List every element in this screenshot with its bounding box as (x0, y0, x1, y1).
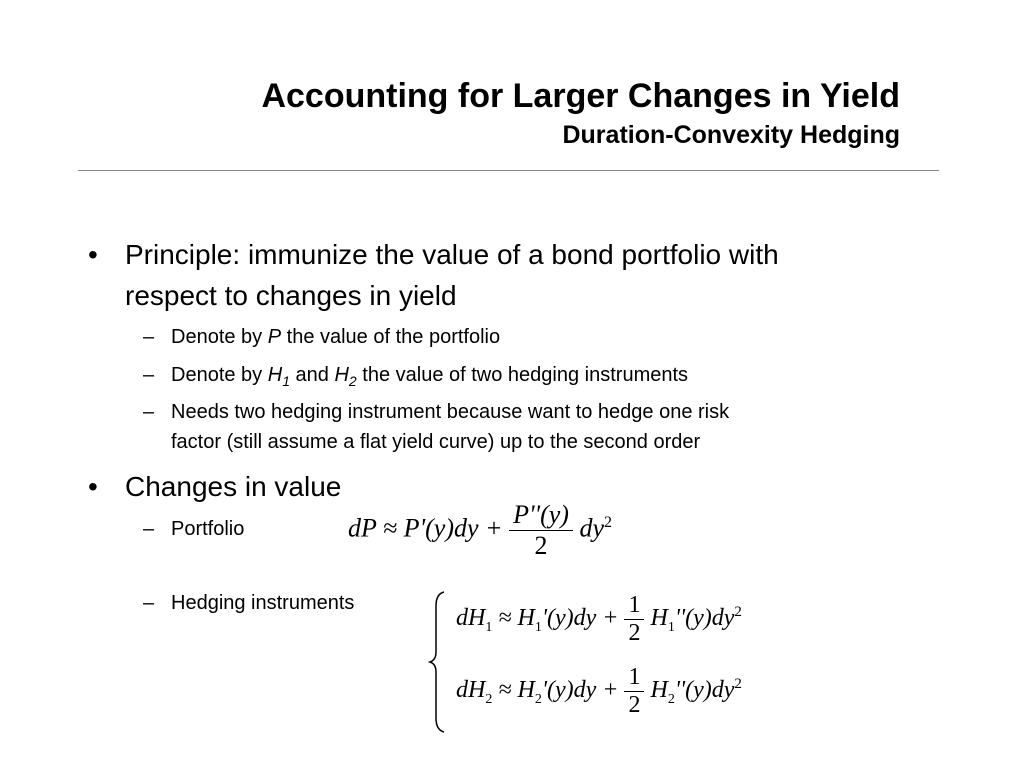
hedge-fraction-2: $\frac{1}{2}$ (624, 664, 644, 719)
hedge-equation-2: $dH_2 \approx H_2'(y)dy$ + $\frac{1}{2}$ $H_2''(y)dy^2$ (456, 664, 742, 718)
subbullet-dash: – (143, 592, 155, 614)
subbullet-dash: – (143, 401, 155, 423)
bullet-dot: • (88, 239, 98, 270)
slide-subtitle: Duration-Convexity Hedging (562, 121, 900, 149)
slide-title: Accounting for Larger Changes in Yield (261, 77, 900, 115)
portfolio-equation: dP ≈ P'(y)dy + $\frac{P''(y)}{2}$ $dy^2$ (348, 500, 612, 560)
title-divider (78, 170, 939, 171)
left-brace (428, 590, 448, 735)
bullet-text: Changes in value (125, 471, 342, 502)
subbullet-text: Hedging instruments (171, 592, 355, 614)
bullet-text: Principle: immunize the value of a bond portfolio with (125, 239, 779, 270)
slide-title-block (261, 72, 900, 150)
subbullet-dash: – (143, 518, 155, 540)
subbullet-text: Denote by $H_1$ and $H_2$ the value of two hedging instruments (171, 364, 689, 389)
subbullet-text: Needs two hedging instrument because want to hedge one risk (171, 401, 730, 423)
subbullet-dash: – (143, 326, 155, 348)
hedge-equation-1: $dH_1 \approx H_1'(y)dy$ + $\frac{1}{2}$ $H_1''(y)dy^2$ (456, 592, 742, 646)
bullet-text: respect to changes in yield (125, 280, 457, 311)
subbullet-text: Portfolio (171, 518, 245, 540)
portfolio-fraction: $\frac{P''(y)}{2}$ (509, 500, 573, 561)
bullet-dot: • (88, 471, 98, 502)
subbullet-dash: – (143, 364, 155, 386)
subbullet-text: factor (still assume a flat yield curve) up to the second order (171, 431, 701, 453)
subbullet-text: Denote by P the value of the portfolio (171, 326, 501, 348)
hedge-fraction-1: $\frac{1}{2}$ (624, 592, 644, 647)
